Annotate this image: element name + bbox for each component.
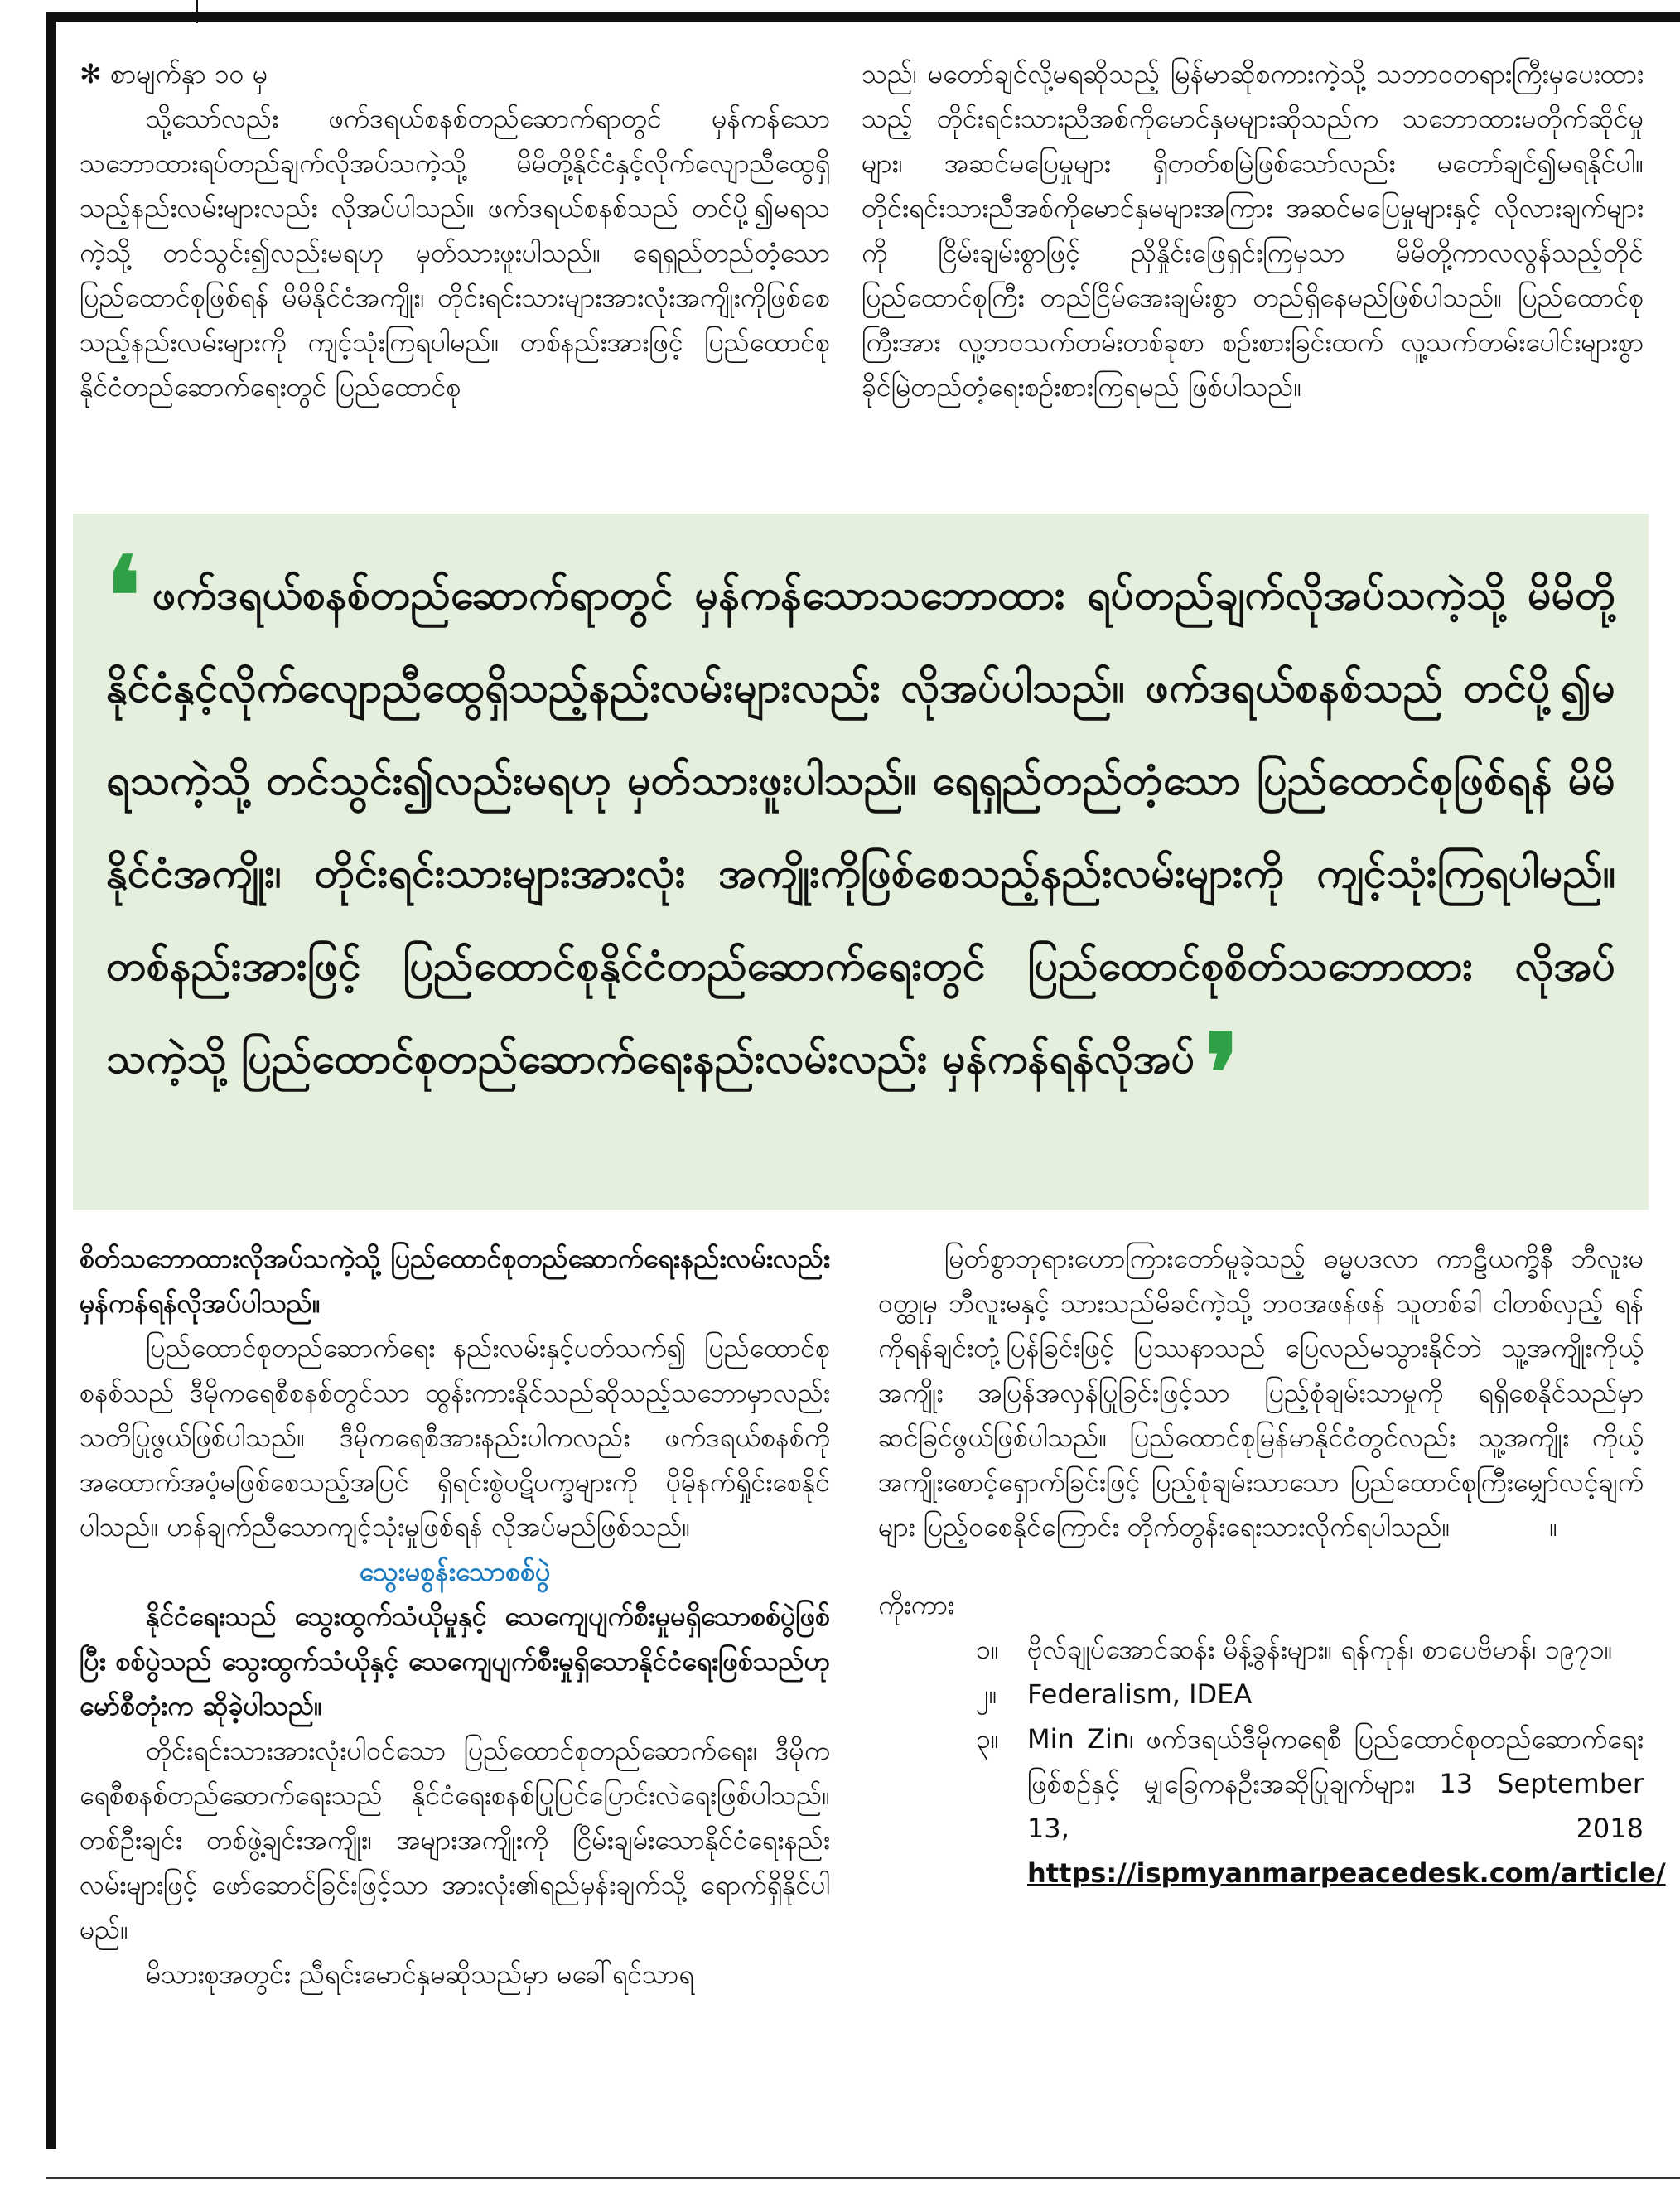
- end-mark: ။: [1549, 1511, 1557, 1543]
- reference-item: [878, 1717, 1666, 1895]
- paragraph-dhammapada: [878, 1236, 1644, 1549]
- reference-number: ၁။: [976, 1634, 999, 1665]
- paragraph-family: မိသားစုအတွင်း ညီရင်းမောင်နှမဆိုသည်မှာ မခေါ်ရင်သာရ: [146, 1958, 694, 1990]
- paragraph-dhammapada-text: မြတ်စွာဘုရားဟောကြားတော်မူခဲ့သည့် ဓမ္မပဒလာ ကာဠီယက္ခိနီ ဘီလူးမဝတ္ထုမှ ဘီလူးမနှင့် သားသည်မိခင်ကဲ့သို့ ဘဝအဖန်ဖန် သူတစ်ခါ ငါတစ်လှည့် ရန်ကိုရန်ချင်းတုံ့ပြန်ခြင်းဖြင့် ပြဿနာသည် ပြေလည်မသွားနိုင်ဘဲ သူ့အကျိုးကိုယ့်အကျိုး အပြန်အလှန်ပြုခြင်းဖြင့်သာ ပြည့်စုံချမ်းသာမှုကို ရရှိစေနိုင်သည်မှာ ဆင်ခြင်ဖွယ်ဖြစ်ပါသည်။ ပြည်ထောင်စုမြန်မာနိုင်ငံတွင်လည်း သူ့အကျိုး ကိုယ့်အကျိုးစောင့်ရှောက်ခြင်းဖြင့် ပြည့်စုံချမ်းသာသော ပြည်ထောင်စုကြီးမျှော်လင့်ချက်များ ပြည့်ဝစေနိုင်ကြောင်း တိုက်တွန်းရေးသားလိုက်ရပါသည်။: [878, 1243, 1644, 1543]
- pull-quote-text: ဖက်ဒရယ်စနစ်တည်ဆောက်ရာတွင် မှန်ကန်သောသဘောထား ရပ်တည်ချက်လိုအပ်သကဲ့သို့ မိမိတို့နိုင်ငံနှင့်လိုက်လျောညီထွေရှိသည့်နည်းလမ်းများလည်း လိုအပ်ပါသည်။ ဖက်ဒရယ်စနစ်သည် တင်ပို့၍မရသကဲ့သို့ တင်သွင်း၍လည်းမရဟု မှတ်သားဖူးပါသည်။ ရေရှည်တည်တံ့သော ပြည်ထောင်စုဖြစ်ရန် မိမိနိုင်ငံအကျိုး၊ တိုင်းရင်းသားများအားလုံး အကျိုးကိုဖြစ်စေသည့်နည်းလမ်းများကို ကျင့်သုံးကြရပါမည်။ တစ်နည်းအားဖြင့် ပြည်ထောင်စုနိုင်ငံတည်ဆောက်ရေးတွင် ပြည်ထောင်စုစိတ်သဘောထား လိုအပ်သကဲ့သို့ ပြည်ထောင်စုတည်ဆောက်ရေးနည်းလမ်းလည်း မှန်ကန်ရန်လိုအပ်: [106, 571, 1615, 1083]
- reference-number: ၃။: [976, 1723, 999, 1755]
- references-title: ကိုးကား: [878, 1589, 955, 1620]
- close-quote-icon: ❜: [1204, 1010, 1240, 1137]
- lead-paragraph: စိတ်သဘောထားလိုအပ်သကဲ့သို့ ပြည်ထောင်စုတည်ဆောက်ရေးနည်းလမ်းလည်း မှန်ကန်ရန်လိုအပ်ပါသည်။: [80, 1243, 830, 1319]
- open-quote-icon: ❛: [106, 533, 141, 659]
- paragraph-mao-quote: နိုင်ငံရေးသည် သွေးထွက်သံယိုမှုနှင့် သေကျေပျက်စီးမှုမရှိသောစစ်ပွဲဖြစ်ပြီး စစ်ပွဲသည် သွေးထွက်သံယိုနှင့် သေကျေပျက်စီးမှုရှိသောနိုင်ငံရေးဖြစ်သည်ဟု မော်စီတုံးက ဆိုခဲ့ပါသည်။: [80, 1601, 830, 1721]
- bottom-rule: [46, 2177, 1680, 2179]
- reference-text: Federalism, IDEA: [1027, 1678, 1253, 1710]
- section-subheading: သွေးမစွန်းသောစစ်ပွဲ: [359, 1556, 551, 1587]
- column-top-right: [862, 51, 1644, 409]
- reference-number: ၂။: [976, 1678, 997, 1710]
- paragraph-top-right: သည်၊ မတော်ချင်လို့မရဆိုသည့် မြန်မာဆိုစကားကဲ့သို့ သဘာဝတရားကြီးမှပေးထားသည့် တိုင်းရင်းသားညီအစ်ကိုမောင်နှမများဆိုသည်က သဘောထားမတိုက်ဆိုင်မှုများ၊ အဆင်မပြေမှုများ ရှိတတ်စမြဲဖြစ်သော်လည်း မတော်ချင်၍မရနိုင်ပါ။ တိုင်းရင်းသားညီအစ်ကိုမောင်နှမများအကြား အဆင်မပြေမှုများနှင့် လိုလားချက်များကို ငြိမ်းချမ်းစွာဖြင့် ညှိနှိုင်းဖြေရှင်းကြမှသာ မိမိတို့ကာလလွန်သည့်တိုင် ပြည်ထောင်စုကြီး တည်ငြိမ်အေးချမ်းစွာ တည်ရှိနေမည်ဖြစ်ပါသည်။ ပြည်ထောင်စုကြီးအား လူ့ဘဝသက်တမ်းတစ်ခုစာ စဉ်းစားခြင်းထက် လူ့သက်တမ်းပေါင်းများစွာ ခိုင်မြဲတည်တံ့ရေးစဉ်းစားကြရမည် ဖြစ်ပါသည်။: [862, 58, 1644, 403]
- paragraph-top-left: သို့သော်လည်း ဖက်ဒရယ်စနစ်တည်ဆောက်ရာတွင် မှန်ကန်သောသဘောထားရပ်တည်ချက်လိုအပ်သကဲ့သို့ မိမိတို့နိုင်ငံနှင့်လိုက်လျောညီထွေရှိသည့်နည်းလမ်းများလည်း လိုအပ်ပါသည်။ ဖက်ဒရယ်စနစ်သည် တင်ပို့၍မရသကဲ့သို့ တင်သွင်း၍လည်းမရဟု မှတ်သားဖူးပါသည်။ ရေရှည်တည်တံ့သော ပြည်ထောင်စုဖြစ်ရန် မိမိနိုင်ငံအကျိုး၊ တိုင်းရင်းသားများအားလုံးအကျိုးကိုဖြစ်စေသည့်နည်းလမ်းများကို ကျင့်သုံးကြရပါမည်။ တစ်နည်းအားဖြင့် ပြည်ထောင်စုနိုင်ငံတည်ဆောက်ရေးတွင် ပြည်ထောင်စု: [80, 103, 830, 403]
- paragraph-union-building: တိုင်းရင်းသားအားလုံးပါဝင်သော ပြည်ထောင်စုတည်ဆောက်ရေး၊ ဒီမိုကရေစီစနစ်တည်ဆောက်ရေးသည် နိုင်ငံရေးစနစ်ပြုပြင်ပြောင်းလဲရေးဖြစ်ပါသည်။ တစ်ဦးချင်း တစ်ဖွဲ့ချင်းအကျိုး၊ အများအကျိုးကို ငြိမ်းချမ်းသောနိုင်ငံရေးနည်းလမ်းများဖြင့် ဖော်ဆောင်ခြင်းဖြင့်သာ အားလုံး၏ရည်မှန်းချက်သို့ ရောက်ရှိနိုင်ပါမည်။: [80, 1735, 830, 1945]
- reference-item: [878, 1627, 1644, 1672]
- column-bottom-right: [878, 1236, 1666, 1895]
- frame-top-border: [46, 12, 1680, 22]
- reference-text: Min Zin၊ ဖက်ဒရယ်ဒီမိုကရေစီ ပြည်ထောင်စုတည်ဆောက်ရေး ဖြစ်စဉ်နှင့် မျှခြေကနဦးအဆိုပြုချက်များ၊ 13 September 13, 2018: [1027, 1723, 1644, 1844]
- frame-left-border: [46, 12, 56, 2149]
- reference-item: [878, 1672, 1644, 1717]
- reference-text: ဗိုလ်ချုပ်အောင်ဆန်း မိန့်ခွန်းများ။ ရန်ကုန်၊ စာပေဗိမာန်၊ ၁၉၇၁။: [1027, 1634, 1613, 1665]
- column-bottom-left: [80, 1236, 830, 1997]
- frame-tick-mark: [196, 0, 198, 23]
- reference-link[interactable]: https://ispmyanmarpeacedesk.com/article/: [1027, 1857, 1666, 1889]
- paragraph-method: ပြည်ထောင်စုတည်ဆောက်ရေး နည်းလမ်းနှင့်ပတ်သက်၍ ပြည်ထောင်စုစနစ်သည် ဒီမိုကရေစီစနစ်တွင်သာ ထွန်းကားနိုင်သည်ဆိုသည့်သဘောမှာလည်း သတိပြုဖွယ်ဖြစ်ပါသည်။ ဒီမိုကရေစီအားနည်းပါကလည်း ဖက်ဒရယ်စနစ်ကိုအထောက်အပံ့မဖြစ်စေသည့်အပြင် ရှိရင်းစွဲပဋိပက္ခများကို ပိုမိုနက်ရှိုင်းစေနိုင်ပါသည်။ ဟန်ချက်ညီသောကျင့်သုံးမှုဖြစ်ရန် လိုအပ်မည်ဖြစ်သည်။: [80, 1332, 830, 1543]
- pull-quote: [106, 533, 1615, 1137]
- continued-note: ✻ စာမျက်နှာ ၁၀ မှ: [80, 58, 268, 89]
- column-top-left: [80, 51, 830, 409]
- pull-quote-box: [73, 514, 1649, 1210]
